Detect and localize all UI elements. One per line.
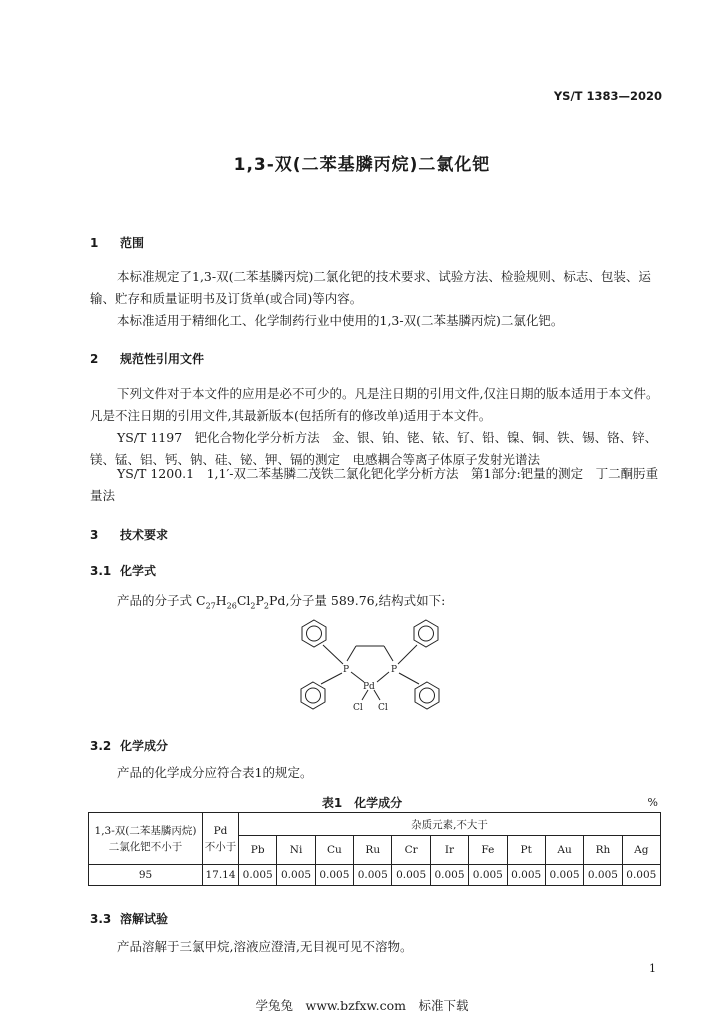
section-3-3-heading — [90, 910, 168, 927]
bond — [399, 673, 419, 684]
structural-formula-diagram — [290, 618, 450, 722]
paragraph: 下列文件对于本文件的应用是必不可少的。凡是注日期的引用文件,仅注日期的版本适用于本文件。凡是不注日期的引用文件,其最新版本(包括所有的修改单)适用于本文件。 — [90, 386, 659, 423]
element-header-cell: Pb — [239, 836, 277, 865]
atom-label-pd: Pd — [363, 682, 375, 692]
value-cell: 0.005 — [354, 865, 392, 886]
element-header-cell: Ni — [277, 836, 315, 865]
purity-cell: 95 — [89, 865, 203, 886]
bond — [398, 645, 417, 664]
bond — [374, 690, 380, 700]
section-1-heading — [90, 234, 144, 251]
section-title: 化学式 — [120, 564, 157, 578]
element-header-cell: Ag — [622, 836, 660, 865]
value-cell: 0.005 — [545, 865, 583, 886]
formula-paragraph — [90, 590, 660, 618]
aromatic-circle — [420, 688, 435, 703]
section-number: 3 — [90, 528, 99, 542]
benzene-ring — [414, 620, 438, 647]
table-unit: % — [647, 796, 658, 809]
bond — [351, 672, 364, 682]
aromatic-circle — [307, 626, 322, 641]
section-title: 溶解试验 — [120, 912, 169, 926]
element-header-cell: Fe — [469, 836, 507, 865]
bond — [323, 645, 343, 664]
pd-cell: 17.14 — [203, 865, 239, 886]
benzene-ring — [302, 620, 326, 647]
value-cell: 0.005 — [430, 865, 468, 886]
section-title: 技术要求 — [120, 528, 169, 542]
section-number: 3.3 — [90, 912, 112, 926]
page-number: 1 — [649, 962, 656, 975]
value-cell: 0.005 — [277, 865, 315, 886]
section-3-heading — [90, 526, 168, 543]
paragraph: 产品溶解于三氯甲烷,溶液应澄清,无目视可见不溶物。 — [117, 939, 413, 954]
section-number: 3.2 — [90, 739, 112, 753]
value-cell: 0.005 — [507, 865, 545, 886]
section-number: 2 — [90, 352, 99, 366]
text: ,分子量 589.76,结构式如下: — [285, 593, 446, 608]
element-header-cell: Au — [545, 836, 583, 865]
value-cell: 0.005 — [584, 865, 622, 886]
molecular-formula: $C_{27}H_{26}Cl_2P_2Pd$ — [195, 593, 286, 611]
bond — [347, 646, 356, 661]
element-header-cell: Pt — [507, 836, 545, 865]
value-cell: 0.005 — [392, 865, 430, 886]
section-number: 1 — [90, 236, 99, 250]
document-title: 1,3-双(二苯基膦丙烷)二氯化钯 — [233, 155, 491, 175]
chemical-composition-table — [88, 812, 661, 886]
bond — [384, 646, 393, 661]
value-cell: 0.005 — [622, 865, 660, 886]
value-cell: 0.005 — [469, 865, 507, 886]
table-row — [89, 865, 661, 886]
footer-watermark: 学兔兔 www.bzfxw.com 标准下载 — [255, 998, 469, 1013]
section-number: 3.1 — [90, 564, 112, 578]
aromatic-circle — [306, 688, 321, 703]
pd-header-cell: Pd 不小于 — [203, 813, 239, 865]
paragraph: 产品的化学成分应符合表1的规定。 — [117, 765, 313, 780]
aromatic-circle — [419, 626, 434, 641]
atom-label-cl: Cl — [378, 703, 388, 713]
section-2-heading — [90, 350, 204, 367]
standard-number: YS/T 1383—2020 — [553, 89, 662, 103]
bond — [321, 673, 342, 684]
reference-item: YS/T 1200.1 1,1′-双二苯基膦二茂铁二氯化钯化学分析方法 第1部分:钯量的测定 丁二酮肟重量法 — [90, 466, 659, 503]
section-title: 范围 — [120, 236, 145, 250]
section-title: 规范性引用文件 — [120, 352, 205, 366]
purity-header-cell: 1,3-双(二苯基膦丙烷)二氯化钯不小于 — [89, 813, 203, 865]
value-cell: 0.005 — [239, 865, 277, 886]
section-title: 化学成分 — [120, 739, 169, 753]
element-header-cell: Cr — [392, 836, 430, 865]
reference-item: YS/T 1197 钯化合物化学分析方法 金、银、铂、铑、铱、钌、铅、镍、铜、铁、锡、铬、锌、镁、锰、铝、钙、钠、硅、铋、钾、镉的测定 电感耦合等离子体原子发射光谱法 — [90, 430, 658, 467]
table-header-row — [89, 813, 661, 836]
element-header-cell: Rh — [584, 836, 622, 865]
atom-label-p: P — [343, 665, 350, 675]
bond — [377, 672, 389, 682]
atom-label-cl: Cl — [353, 703, 363, 713]
paragraph: 本标准适用于精细化工、化学制药行业中使用的1,3-双(二苯基膦丙烷)二氯化钯。 — [117, 313, 564, 328]
paragraph: 本标准规定了1,3-双(二苯基膦丙烷)二氯化钯的技术要求、试验方法、检验规则、标志、包装、运输、贮存和质量证明书及订货单(或合同)等内容。 — [90, 269, 651, 306]
element-header-cell: Cu — [315, 836, 353, 865]
section-3-1-heading — [90, 562, 156, 579]
value-cell: 0.005 — [315, 865, 353, 886]
element-header-cell: Ru — [354, 836, 392, 865]
table-caption: 表1 化学成分 — [321, 796, 403, 810]
atom-label-p: P — [391, 665, 398, 675]
element-header-cell: Ir — [430, 836, 468, 865]
impurity-header-cell: 杂质元素,不大于 — [239, 813, 661, 836]
section-3-2-heading — [90, 737, 168, 754]
text: 产品的分子式 — [117, 593, 196, 608]
benzene-ring — [301, 682, 325, 709]
benzene-ring — [415, 682, 439, 709]
